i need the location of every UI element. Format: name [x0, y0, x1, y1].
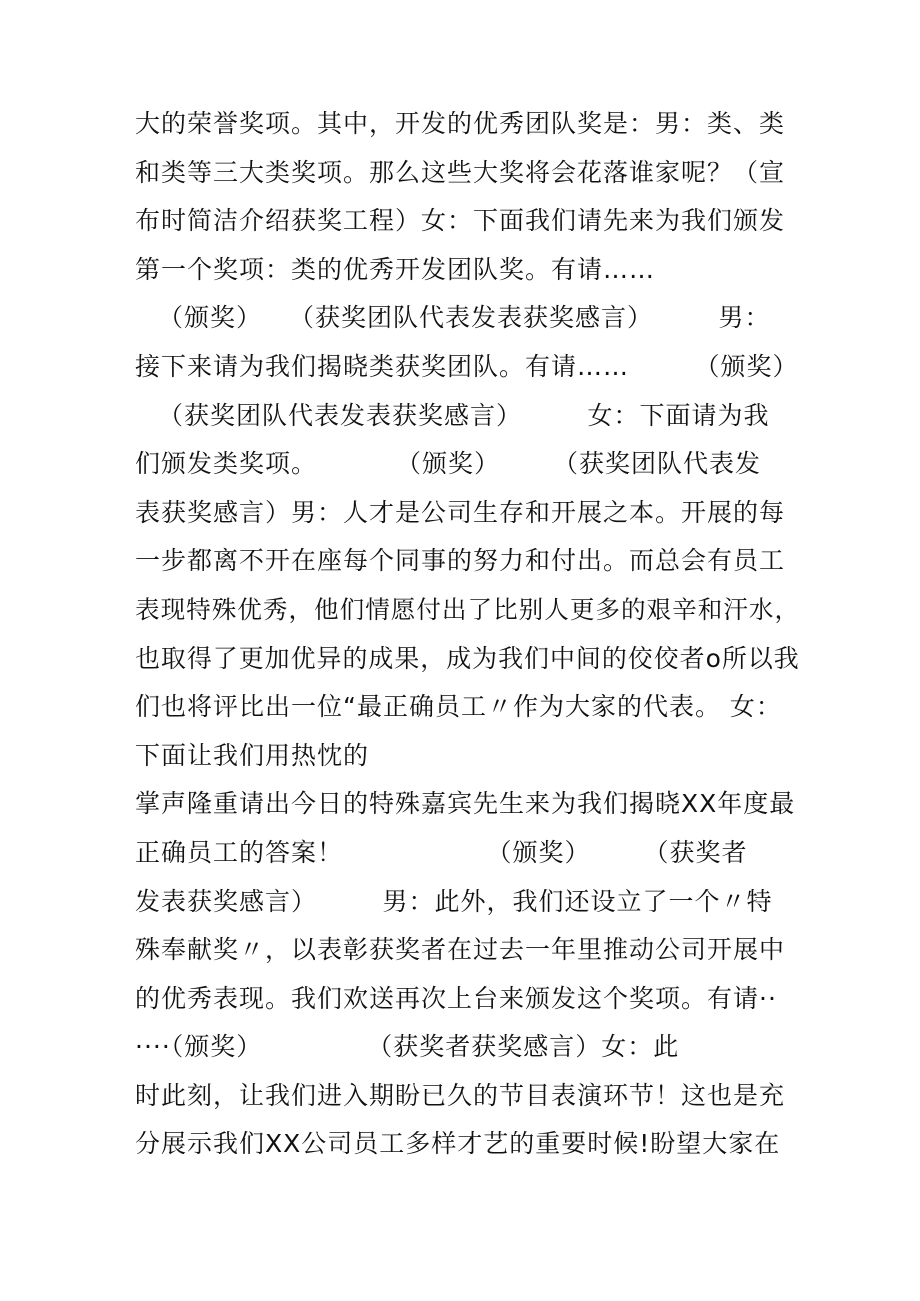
text-line: （颁奖） （获奖团队代表发表获奖感言） 男：: [158, 303, 771, 333]
text-line: （获奖团队代表发表获奖感言） 女：下面请为我: [158, 400, 770, 430]
text-line: ····（颁奖） （获奖者获奖感言）女：此: [135, 1032, 680, 1062]
text-line: 殊奉献奖〃，以表彰获奖者在过去一年里推动公司开展中: [135, 935, 786, 965]
text-line: 第一个奖项：类的优秀开发团队奖。有请……: [135, 254, 656, 284]
text-line: 的优秀表现。我们欢送再次上台来颁发这个奖项。有请··: [135, 983, 777, 1013]
text-line: 发表获奖感言） 男：此外，我们还设立了一个〃特: [135, 886, 773, 916]
text-line: 时此刻，让我们进入期盼已久的节目表演环节！这也是充: [135, 1080, 786, 1110]
text-line: 大的荣誉奖项。其中，开发的优秀团队奖是：男：类、类: [135, 109, 786, 138]
text-line: 下面让我们用热忱的: [135, 740, 370, 770]
text-line: 分展示我们XX公司员工多样才艺的重要时候!盼望大家在: [135, 1129, 781, 1159]
text-line: 接下来请为我们揭晓类获奖团队。有请…… （颁奖）: [135, 351, 799, 381]
text-line: 们颁发类奖项。 （颁奖） （获奖团队代表发: [135, 449, 762, 479]
text-line: 布时简洁介绍获奖工程）女：下面我们请先来为我们颁发: [135, 206, 786, 236]
text-line: 一步都离不开在座每个同事的努力和付出。而总会有员工: [135, 546, 786, 576]
text-line: 正确员工的答案！ （颁奖） （获奖者: [135, 837, 748, 867]
text-line: 表现特殊优秀，他们情愿付出了比别人更多的艰辛和汗水，: [135, 594, 801, 624]
text-line: 也取得了更加优异的成果，成为我们中间的佼佼者o所以我: [135, 643, 800, 673]
document-text-body: [0, 100, 920, 1169]
text-line: 们也将评比出一位“最正确员工〃作为大家的代表。 女：: [135, 692, 782, 722]
text-line: 和类等三大类奖项。那么这些大奖将会花落谁家呢？（宣: [135, 157, 786, 187]
text-line: 表获奖感言）男：人才是公司生存和开展之本。开展的每: [135, 497, 786, 527]
text-line: 掌声隆重请出今日的特殊嘉宾先生来为我们揭晓XX年度最: [135, 789, 796, 819]
